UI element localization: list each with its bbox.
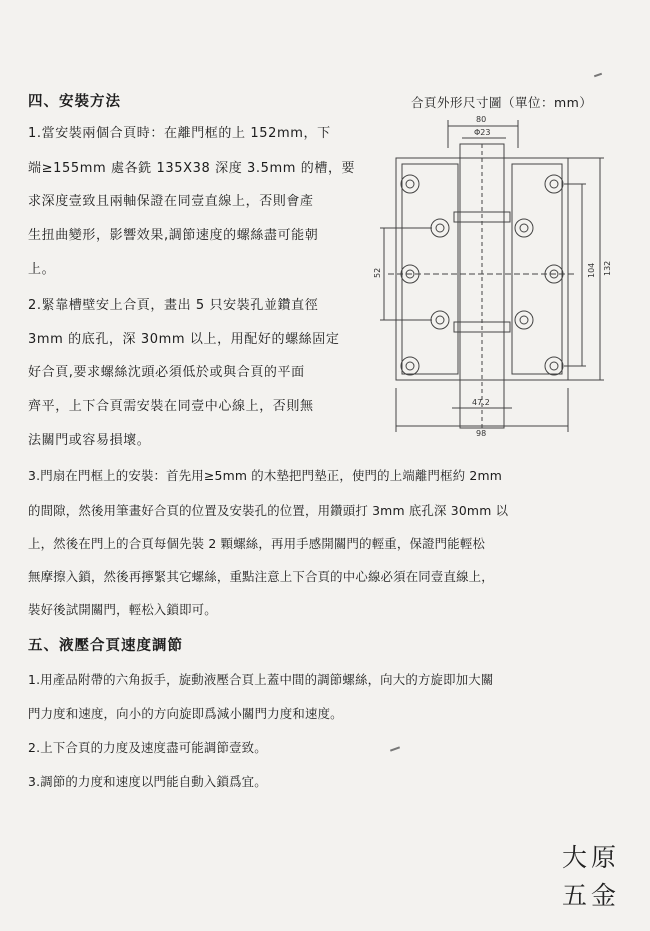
dim-inner-height: 104	[587, 262, 596, 278]
s5-p1-line: 門力度和速度，向小的方向旋即爲減小關門力度和速度。	[28, 706, 343, 721]
right-leaf	[512, 164, 562, 374]
s4-p1-line: 上。	[28, 262, 56, 277]
s4-p1-line: 求深度壹致且兩軸保證在同壹直線上，否則會產	[28, 194, 314, 209]
figure-title: 合頁外形尺寸圖（單位：mm）	[411, 95, 593, 110]
s4-p3-line: 上，然後在門上的合頁每個先裝 2 顆螺絲，再用手感開關門的輕重，保證門能輕松	[28, 536, 486, 551]
dim-left-height: 52	[373, 267, 382, 278]
s4-p3-line: 的間隙，然後用筆畫好合頁的位置及安裝孔的位置，用鑽頭打 3mm 底孔深 30mm 以	[28, 503, 509, 518]
dim-top-width: 80	[476, 115, 487, 124]
s4-p1-line: 1.當安裝兩個合頁時：在離門框的上 152mm，下	[28, 126, 331, 141]
s4-p2-line: 好合頁,要求螺絲沈頭必須低於或與合頁的平面	[28, 365, 305, 380]
section-5-heading: 五、液壓合頁速度調節	[28, 638, 183, 654]
s4-p2-line: 齊平，上下合頁需安裝在同壹中心線上，否則無	[28, 399, 314, 414]
s4-p2-line: 2.緊靠槽壁安上合頁，畫出 5 只安裝孔並鑽直徑	[28, 298, 319, 313]
s4-p3-line: 裝好後試開關門，輕松入鎖即可。	[28, 602, 217, 617]
scan-speck	[594, 73, 602, 78]
s4-p2-line: 法關門或容易損壞。	[28, 433, 151, 448]
dim-top-diameter: Φ23	[474, 128, 491, 137]
left-leaf	[402, 164, 458, 374]
brand-stamp-line-2: 五金	[562, 881, 621, 910]
s5-p3-line: 3.調節的力度和速度以門能自動入鎖爲宜。	[28, 774, 267, 789]
hinge-outline	[396, 158, 568, 380]
s5-p1-line: 1.用產品附帶的六角扳手，旋動液壓合頁上蓋中間的調節螺絲，向大的方旋即加大關	[28, 672, 494, 687]
s4-p3-line: 無摩擦入鎖，然後再擰緊其它螺絲，重點注意上下合頁的中心線必須在同壹直線上，	[28, 569, 494, 584]
s5-p2-line: 2.上下合頁的力度及速度盡可能調節壹致。	[28, 740, 267, 755]
dim-outer-height: 132	[603, 260, 612, 276]
s4-p2-line: 3mm 的底孔，深 30mm 以上，用配好的螺絲固定	[28, 332, 340, 347]
brand-stamp-line-1: 大原	[562, 843, 621, 872]
mounting-holes	[401, 175, 563, 375]
dim-bottom-inner: 47.2	[472, 398, 490, 407]
s4-p1-line: 生扭曲變形，影響效果,調節速度的螺絲盡可能朝	[28, 228, 319, 243]
s4-p3-line: 3.門扇在門框上的安裝：首先用≥5mm 的木墊把門墊正，使門的上端離門框約 2mm	[28, 468, 503, 483]
s4-p1-line: 端≥155mm 處各銑 135X38 深度 3.5mm 的槽，要	[28, 161, 356, 176]
dim-bottom-width: 98	[476, 429, 487, 438]
section-4-heading: 四、安裝方法	[28, 94, 121, 110]
hinge-dimension-diagram	[368, 108, 612, 438]
scan-speck	[390, 746, 400, 751]
